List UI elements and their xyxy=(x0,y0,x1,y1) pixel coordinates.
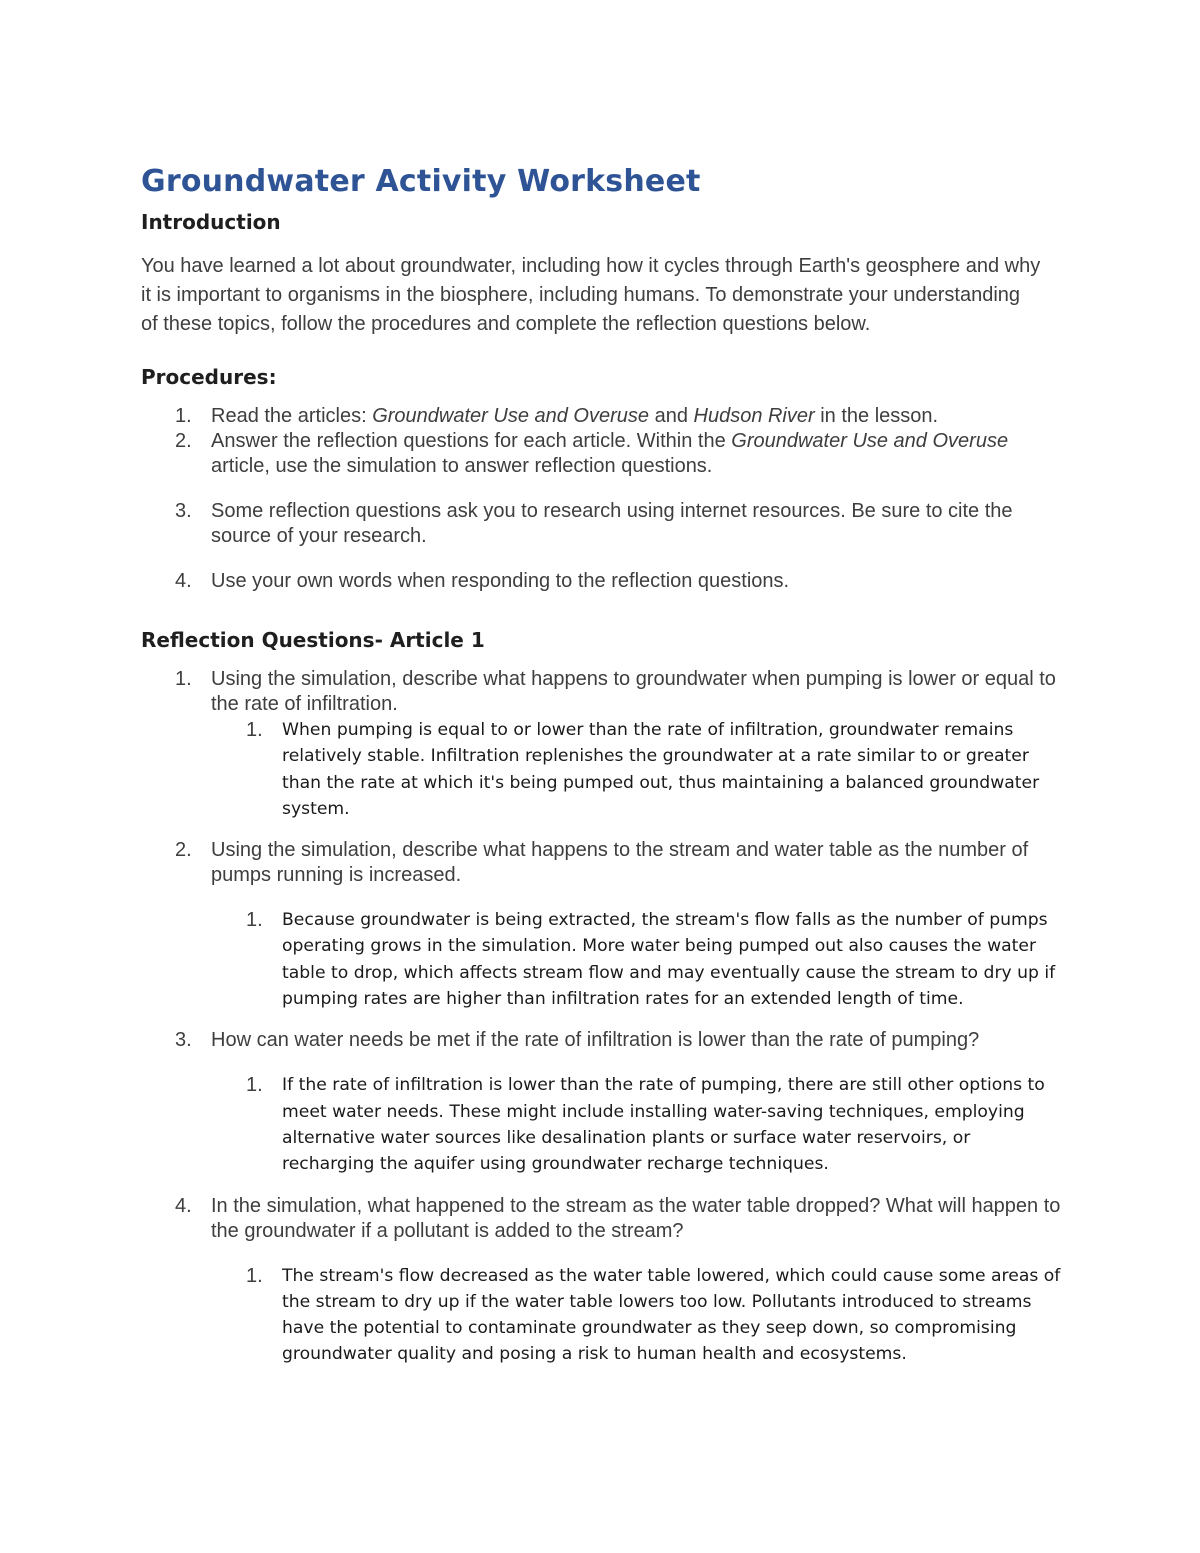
list-number: 2. xyxy=(175,430,192,452)
list-number: 2. xyxy=(175,839,192,862)
list-number: 1. xyxy=(246,719,263,741)
answer-item xyxy=(141,907,1062,1012)
answer-text: When pumping is equal to or lower than the rate of infiltration, groundwater remains relatively stable. Infiltration replenishes the groundwater at a rate similar to or greater than the rate at which it's being pumped out, thus maintaining a balanced groundwater system. xyxy=(282,720,1040,819)
procedures-list xyxy=(141,404,1061,594)
list-number: 1. xyxy=(246,909,263,932)
question-item xyxy=(141,838,1061,888)
list-number: 1. xyxy=(246,1074,263,1097)
answer-item xyxy=(141,1072,1062,1177)
question-item xyxy=(141,1028,1061,1053)
answer-text: Because groundwater is being extracted, the stream's flow falls as the number of pumps operating grows in the simulation. More water being pumped out also causes the water table to drop, which affects stream flow and may eventually cause the stream to dry up if pumping rates are higher than infiltration rates for an extended length of time. xyxy=(282,910,1056,1010)
answer-item xyxy=(141,717,1062,822)
procedure-item xyxy=(141,499,1061,549)
question-text: In the simulation, what happened to the stream as the water table dropped? What will happen to the groundwater if a pollutant is added to the stream? xyxy=(211,1194,1061,1242)
article-title: Groundwater Use and Overuse xyxy=(731,430,1009,452)
procedure-item xyxy=(141,569,1061,594)
procedure-text: and xyxy=(649,405,694,427)
introduction-heading: Introduction xyxy=(141,210,281,234)
answer-text: The stream's flow decreased as the water table lowered, which could cause some areas of the stream to dry up if the water table lowers too low. Pollutants introduced to streams have the potential to contaminate groundwater as they seep down, so compromising groundwater quality and posing a risk to human health and ecosystems. xyxy=(282,1265,1061,1365)
introduction-text: You have learned a lot about groundwater, including how it cycles through Earth's geosphere and why it is important to organisms in the biosphere, including humans. To demonstrate your understanding of these topics, follow the procedures and complete the reflection questions below. xyxy=(141,255,1041,335)
procedure-text: Use your own words when responding to the reflection questions. xyxy=(211,570,790,592)
procedures-heading: Procedures: xyxy=(141,365,277,389)
procedure-item xyxy=(141,404,1061,429)
procedure-text: article, use the simulation to answer reflection questions. xyxy=(211,455,713,477)
question-text: How can water needs be met if the rate of infiltration is lower than the rate of pumping? xyxy=(211,1029,980,1052)
article-title: Hudson River xyxy=(693,405,815,427)
list-number: 1. xyxy=(175,668,192,690)
answer-text: If the rate of infiltration is lower than the rate of pumping, there are still other options to meet water needs. These might include installing water-saving techniques, employing alternative water sources like desalination plants or surface water reservoirs, or recharging the aquifer using groundwater recharge techniques. xyxy=(282,1075,1045,1175)
list-number: 4. xyxy=(175,570,192,592)
worksheet-page xyxy=(141,158,1061,1368)
list-number: 3. xyxy=(175,1029,192,1052)
list-number: 1. xyxy=(246,1264,263,1287)
question-item xyxy=(141,667,1061,717)
procedure-text: Some reflection questions ask you to research using internet resources. Be sure to cite the source of your research. xyxy=(211,500,1013,547)
question-text: Using the simulation, describe what happens to the stream and water table as the number of pumps running is increased. xyxy=(211,839,1029,887)
question-item xyxy=(141,1194,1061,1244)
procedure-text: Answer the reflection questions for each article. Within the xyxy=(211,430,732,452)
article-title: Groundwater Use and Overuse xyxy=(372,405,650,427)
reflection-questions-list xyxy=(141,667,1061,1368)
procedure-text: Read the articles: xyxy=(211,405,373,427)
question-text: Using the simulation, describe what happens to groundwater when pumping is lower or equal to the rate of infiltration. xyxy=(211,668,1056,715)
list-number: 4. xyxy=(175,1194,192,1217)
procedure-text: in the lesson. xyxy=(814,405,939,427)
answer-item xyxy=(141,1263,1062,1368)
list-number: 3. xyxy=(175,500,192,522)
reflection-heading: Reflection Questions- Article 1 xyxy=(141,628,485,652)
list-number: 1. xyxy=(175,405,192,427)
procedure-item xyxy=(141,429,1061,479)
page-title: Groundwater Activity Worksheet xyxy=(141,164,701,199)
